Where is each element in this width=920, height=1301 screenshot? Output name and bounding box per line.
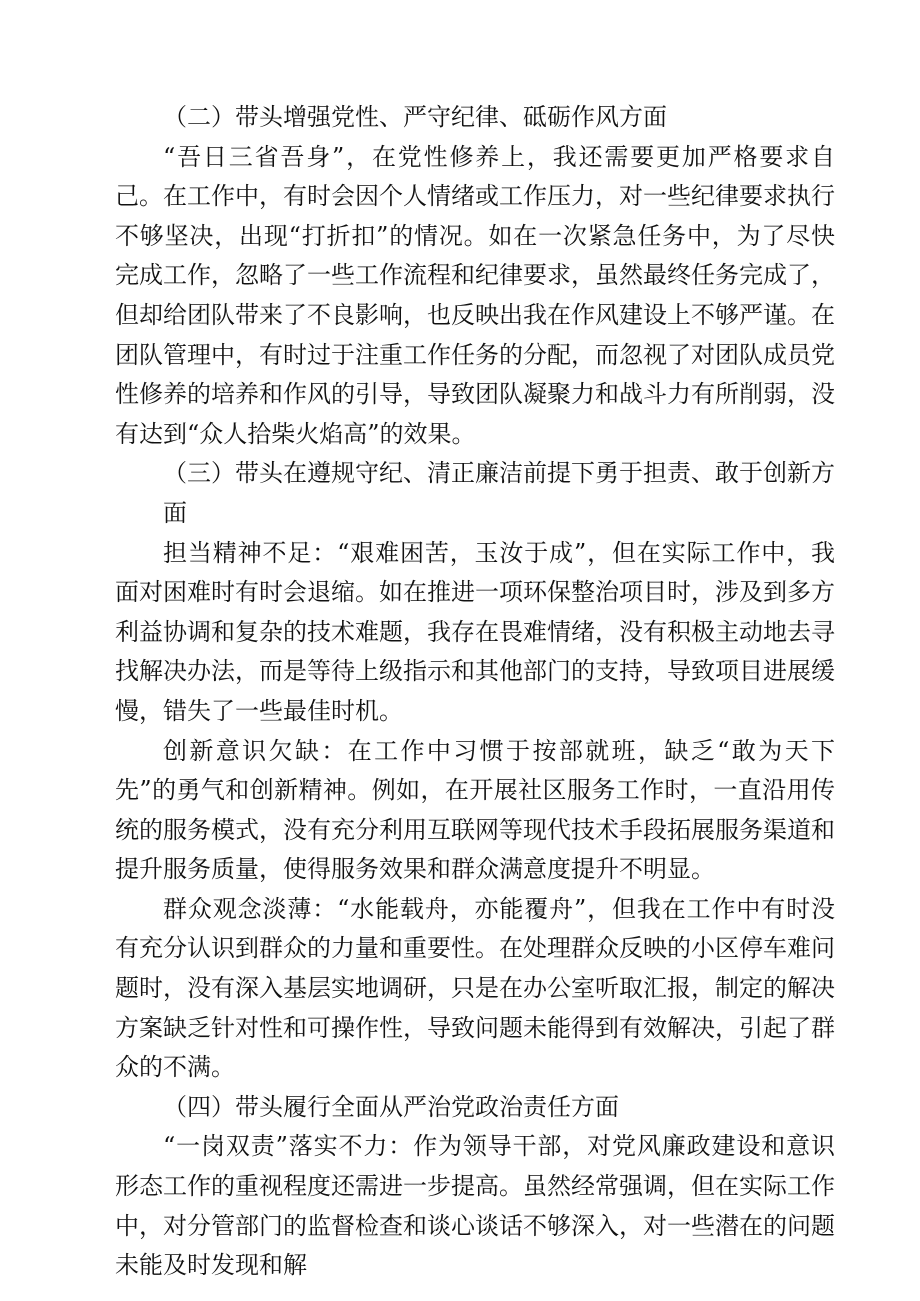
section-heading-2: （二）带头增强党性、严守纪律、砥砺作风方面 [163, 103, 667, 131]
paragraph-innovation: 创新意识欠缺：在工作中习惯于按部就班，缺乏“敢为天下先”的勇气和创新精神。例如，在开展社区服务工作时，一直沿用传统的服务模式，没有充分利用互联网等现代技术手段拓展服务渠道和提升服务质量，使得服务效果和群众满意度提升不明显。 [115, 736, 835, 884]
paragraph-party-spirit: “吾日三省吾身”，在党性修养上，我还需要更加严格要求自己。在工作中，有时会因个人情绪或工作压力，对一些纪律要求执行不够坚决，出现“打折扣”的情况。如在一次紧急任务中，为了尽快完成工作，忽略了一些工作流程和纪律要求，虽然最终任务完成了，但却给团队带来了不良影响，也反映出我在作风建设上不够严谨。在团队管理中，有时过于注重工作任务的分配，而忽视了对团队成员党性修养的培养和作风的引导，导致团队凝聚力和战斗力有所削弱，没有达到“众人拾柴火焰高”的效果。 [115, 142, 835, 448]
document-page [115, 98, 835, 1286]
section-heading-4: （四）带头履行全面从严治党政治责任方面 [163, 1092, 619, 1121]
paragraph-mass-awareness: 群众观念淡薄：“水能载舟，亦能覆舟”，但我在工作中有时没有充分认识到群众的力量和重要性。在处理群众反映的小区停车难问题时，没有深入基层实地调研，只是在办公室听取汇报，制定的解决方案缺乏针对性和可操作性，导致问题未能得到有效解决，引起了群众的不满。 [115, 894, 835, 1082]
paragraph-responsibility: 担当精神不足：“艰难困苦，玉汝于成”，但在实际工作中，我面对困难时有时会退缩。如在推进一项环保整治项目时，涉及到多方利益协调和复杂的技术难题，我存在畏难情绪，没有积极主动地去寻找解决办法，而是等待上级指示和其他部门的支持，导致项目进展缓慢，错失了一些最佳时机。 [115, 538, 835, 725]
section-heading-3: （三）带头在遵规守纪、清正廉洁前提下勇于担责、敢于创新方面 [163, 459, 835, 527]
paragraph-dual-duty: “一岗双责”落实不力：作为领导干部，对党风廉政建设和意识形态工作的重视程度还需进一步提高。虽然经常强调，但在实际工作中，对分管部门的监督检查和谈心谈话不够深入，对一些潜在的问题未能及时发现和解 [115, 1132, 835, 1280]
